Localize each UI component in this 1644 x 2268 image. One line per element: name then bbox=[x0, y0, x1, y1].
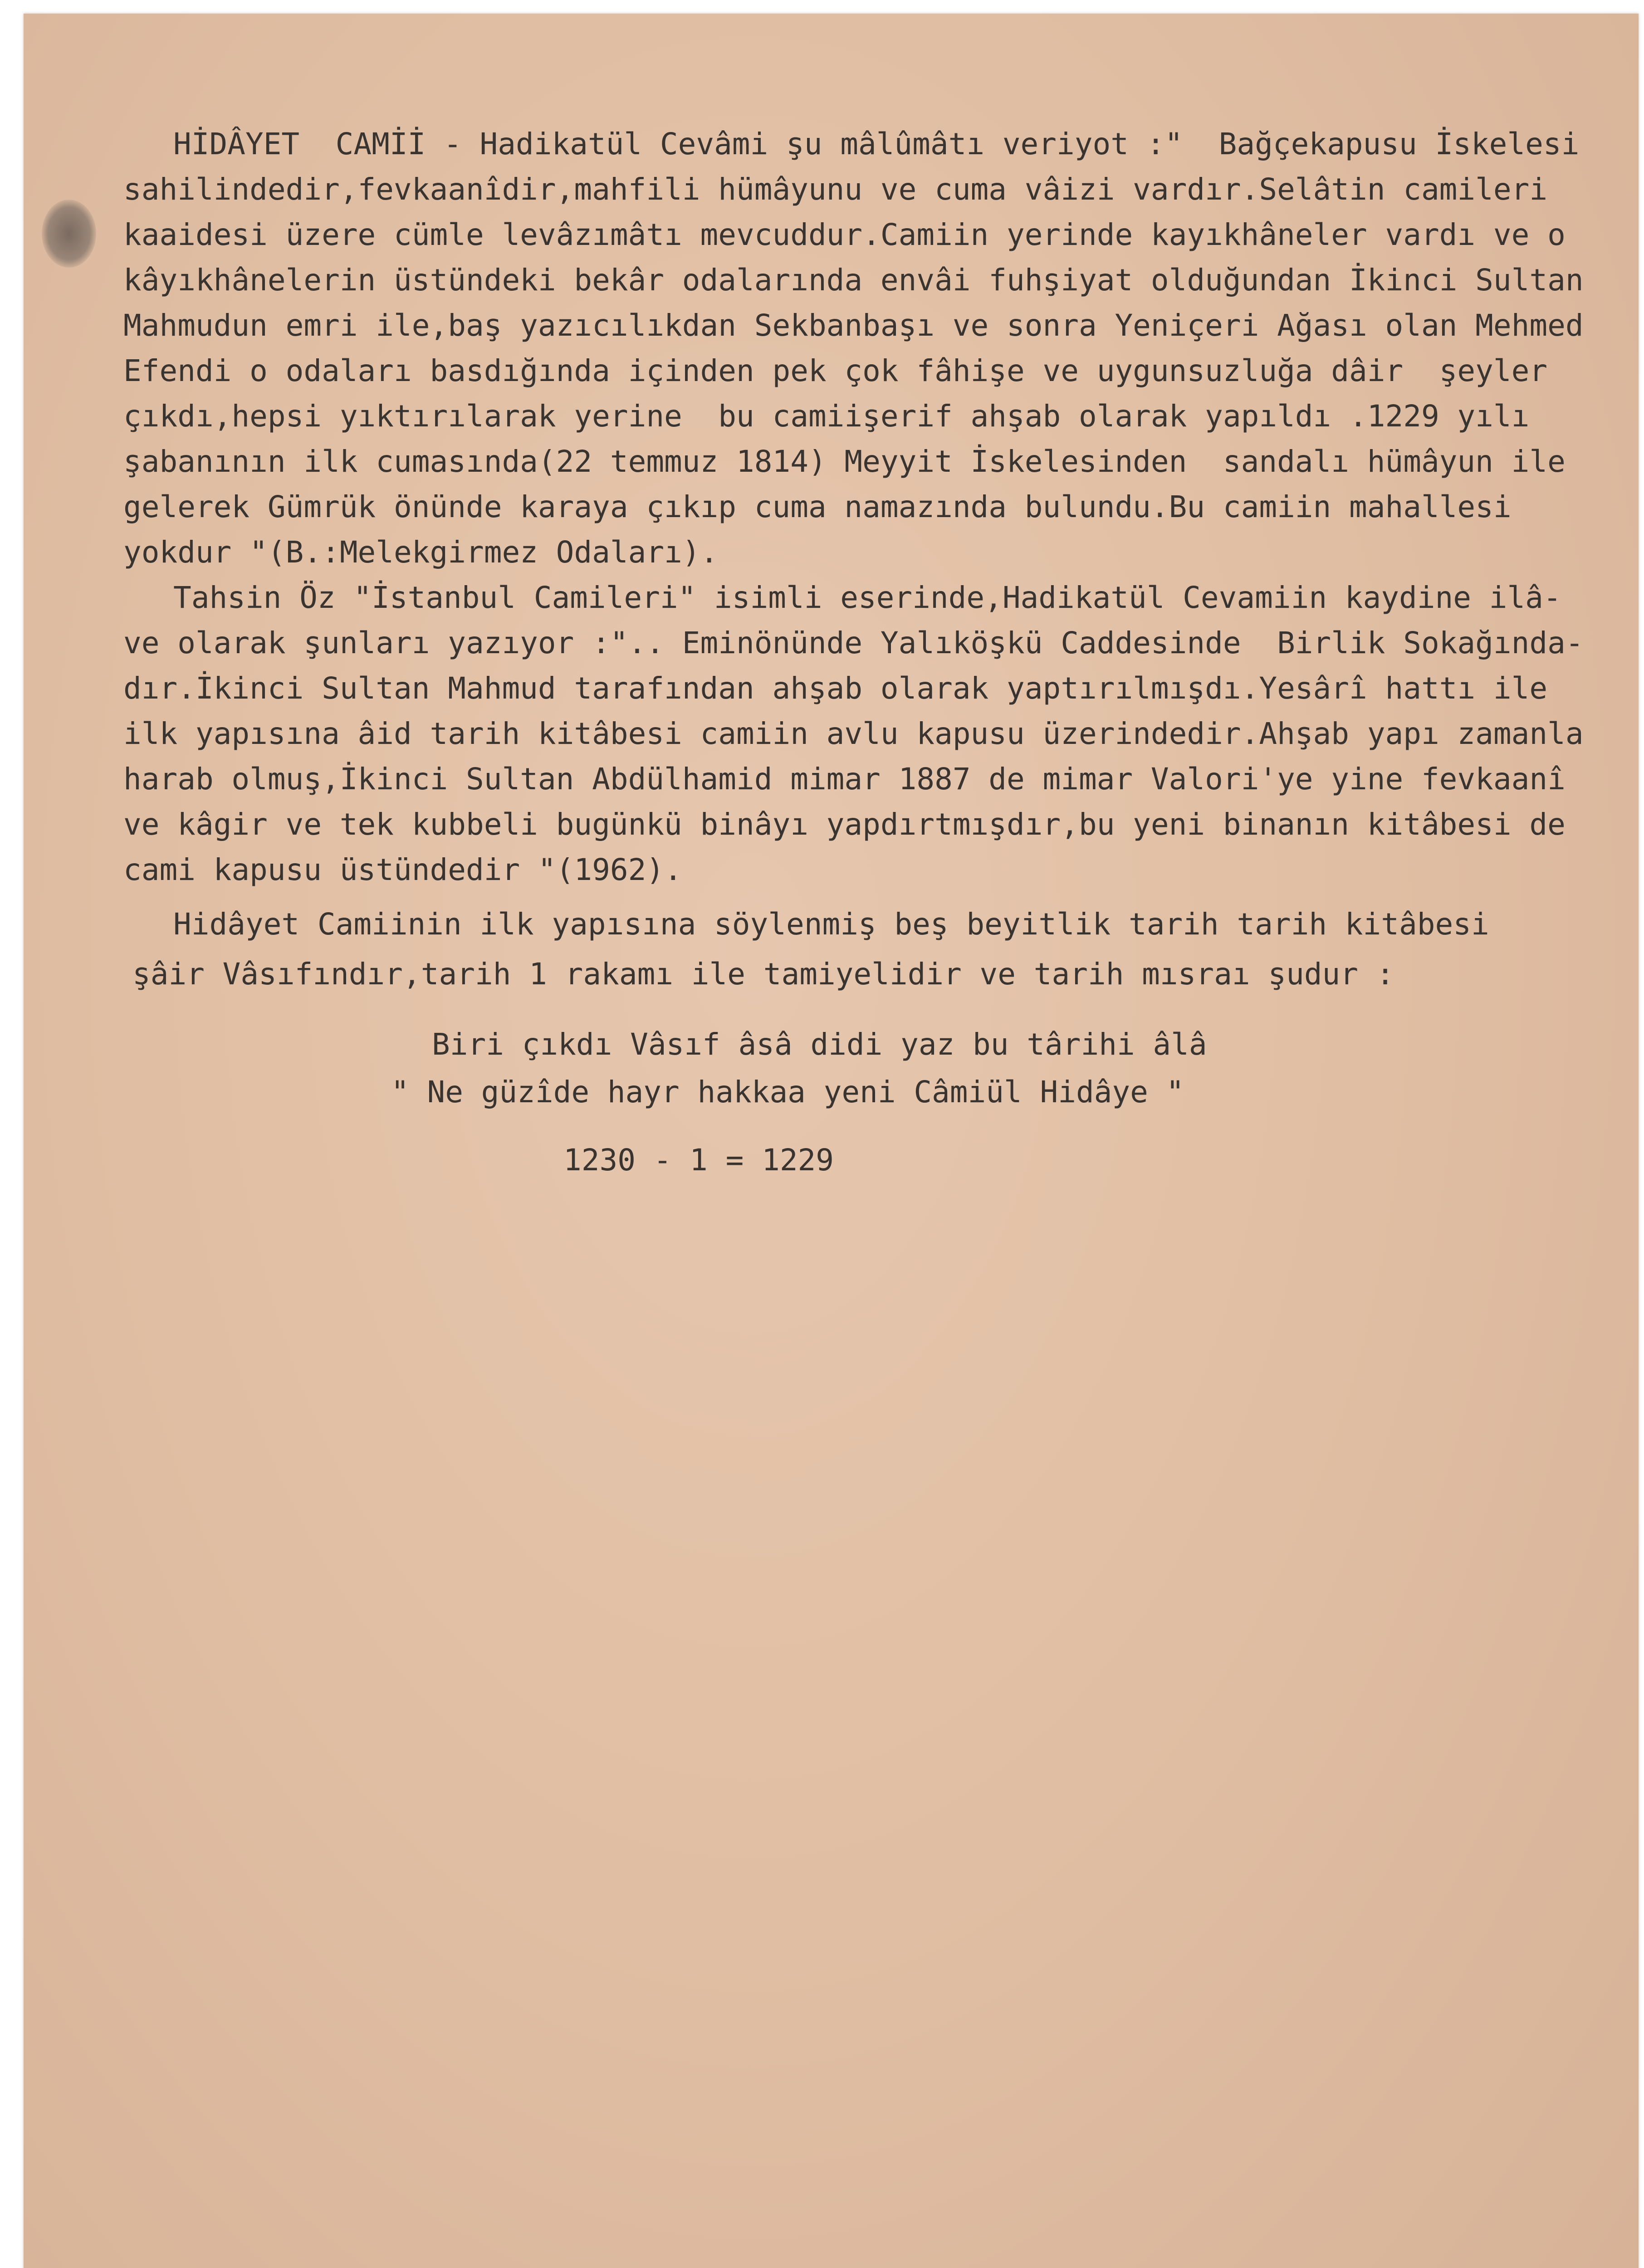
paragraph2-line-4: ilk yapısına âid tarih kitâbesi camiin avlu kapusu üzerindedir.Ahşab yapı zamanla bbox=[123, 716, 1584, 751]
paragraph2-line-5: harab olmuş,İkinci Sultan Abdülhamid mimar 1887 de mimar Valori'ye yine fevkaanî bbox=[123, 762, 1566, 797]
paper-sheet bbox=[24, 14, 1639, 2268]
paragraph2-line-2: ve olarak şunları yazıyor :".. Eminönünde Yalıköşkü Caddesinde Birlik Sokağında- bbox=[123, 626, 1584, 660]
paragraph2-line-3: dır.İkinci Sultan Mahmud tarafından ahşab olarak yaptırılmışdı.Yesârî hattı ile bbox=[123, 671, 1548, 706]
paragraph1-line-2: sahilindedir,fevkaanîdir,mahfili hümâyunu ve cuma vâizi vardır.Selâtin camileri bbox=[123, 172, 1548, 207]
verse-line-2: " Ne güzîde hayr hakkaa yeni Câmiül Hidâye " bbox=[391, 1075, 1184, 1110]
paragraph1-line-3: kaaidesi üzere cümle levâzımâtı mevcuddur.Camiin yerinde kayıkhâneler vardı ve o bbox=[123, 217, 1566, 252]
punch-hole bbox=[42, 200, 96, 268]
tarih-equation: 1230 - 1 = 1229 bbox=[563, 1143, 834, 1178]
paragraph1-line-10: yokdur "(B.:Melekgirmez Odaları). bbox=[123, 535, 719, 570]
paragraph1-line-9: gelerek Gümrük önünde karaya çıkıp cuma namazında bulundu.Bu camiin mahallesi bbox=[123, 489, 1512, 524]
paragraph2-line-7: cami kapusu üstündedir "(1962). bbox=[123, 852, 682, 887]
paragraph1-line-6: Efendi o odaları basdığında içinden pek çok fâhişe ve uygunsuzluğa dâir şeyler bbox=[123, 353, 1548, 388]
paragraph2-line-6: ve kâgir ve tek kubbeli bugünkü binâyı yapdırtmışdır,bu yeni binanın kitâbesi de bbox=[123, 807, 1566, 842]
paragraph2-line-1: Tahsin Öz "İstanbul Camileri" isimli eserinde,Hadikatül Cevamiin kaydine ilâ- bbox=[173, 580, 1561, 615]
paragraph1-line-7: çıkdı,hepsi yıktırılarak yerine bu camiişerif ahşab olarak yapıldı .1229 yılı bbox=[123, 399, 1530, 434]
verse-line-1: Biri çıkdı Vâsıf âsâ didi yaz bu târihi âlâ bbox=[432, 1027, 1207, 1062]
paragraph1-line-1: HİDÂYET CAMİİ - Hadikatül Cevâmi şu mâlûmâtı veriyot :" Bağçekapusu İskelesi bbox=[173, 127, 1580, 161]
paragraph1-line-4: kâyıkhânelerin üstündeki bekâr odalarında envâi fuhşiyat olduğundan İkinci Sultan bbox=[123, 263, 1584, 298]
paragraph1-line-8: şabanının ilk cumasında(22 temmuz 1814) Meyyit İskelesinden sandalı hümâyun ile bbox=[123, 444, 1566, 479]
paragraph1-line-5: Mahmudun emri ile,baş yazıcılıkdan Sekbanbaşı ve sonra Yeniçeri Ağası olan Mehmed bbox=[123, 308, 1584, 343]
paragraph3-line-1: Hidâyet Camiinin ilk yapısına söylenmiş beş beyitlik tarih tarih kitâbesi bbox=[173, 907, 1489, 942]
paragraph3-line-2: şâir Vâsıfındır,tarih 1 rakamı ile tamiyelidir ve tarih mısraı şudur : bbox=[132, 957, 1394, 992]
